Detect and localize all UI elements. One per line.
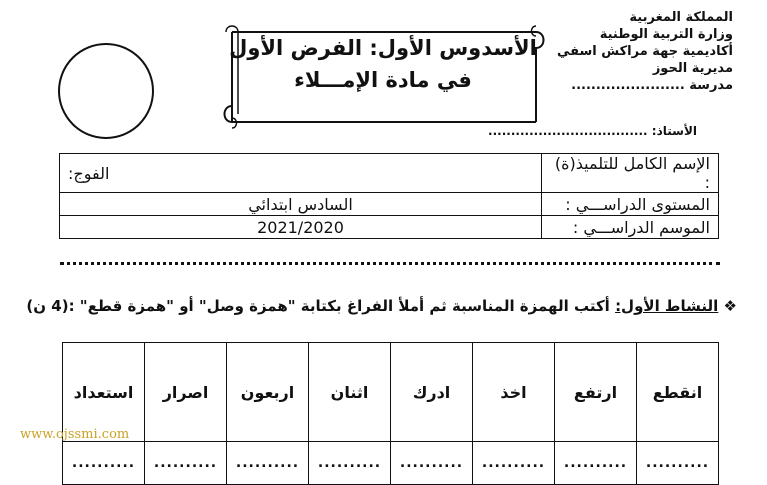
word-cell: استعداد: [63, 343, 145, 442]
watermark: www.ojssmi.com: [20, 427, 130, 442]
answer-blank[interactable]: ..........: [637, 442, 719, 485]
year-label: الموسم الدراســـي :: [542, 216, 719, 239]
activity-text: أكتب الهمزة المناسبة ثم أملأ الفراغ بكتابة "همزة وصل" أو "همزة قطع" :(4 ن): [26, 297, 610, 315]
title-scroll-banner: [218, 22, 548, 134]
year-row: [60, 216, 719, 239]
header-academy: أكاديمية جهة مراكش اسفي: [556, 44, 733, 59]
banner-subject: في مادة الإمـــلاء: [294, 68, 472, 92]
banner-title: الأسدوس الأول: الفرض الأول: [229, 36, 537, 60]
word-cell: اخذ: [473, 343, 555, 442]
words-row: [63, 343, 719, 442]
group-label: الفوج:: [68, 163, 110, 183]
answers-row: [63, 442, 719, 485]
answer-blank[interactable]: ..........: [63, 442, 145, 485]
answer-blank[interactable]: ..........: [227, 442, 309, 485]
header-kingdom: المملكة المغربية: [629, 10, 733, 25]
level-row: [60, 193, 719, 216]
activity-title: النشاط الأول:: [615, 297, 719, 315]
header-school: مدرسة .......................: [571, 78, 733, 93]
bullet-icon: ❖: [723, 297, 737, 315]
teacher-line: الأستاذ: ...................................: [488, 124, 697, 138]
level-label: المستوى الدراســـي :: [542, 193, 719, 216]
activity-instruction: [26, 297, 737, 315]
answer-blank[interactable]: ..........: [555, 442, 637, 485]
word-cell: ارتفع: [555, 343, 637, 442]
word-cell: ادرك: [391, 343, 473, 442]
name-label: الإسم الكامل للتلميذ(ة) :: [542, 154, 719, 193]
dotted-separator: [60, 262, 720, 265]
header-directorate: مديرية الحوز: [652, 61, 733, 76]
word-cell: اصرار: [145, 343, 227, 442]
student-info-table: [59, 153, 719, 239]
words-table: [62, 342, 719, 485]
header-ministry: وزارة التربية الوطنية: [599, 27, 733, 42]
answer-blank[interactable]: ..........: [473, 442, 555, 485]
word-cell: اربعون: [227, 343, 309, 442]
name-row: [60, 154, 719, 193]
name-field[interactable]: [60, 154, 542, 193]
word-cell: انقطع: [637, 343, 719, 442]
grade-circle: [58, 43, 154, 139]
answer-blank[interactable]: ..........: [309, 442, 391, 485]
word-cell: اثنان: [309, 343, 391, 442]
level-value: السادس ابتدائي: [60, 193, 542, 216]
answer-blank[interactable]: ..........: [145, 442, 227, 485]
answer-blank[interactable]: ..........: [391, 442, 473, 485]
year-value: 2021/2020: [60, 216, 542, 239]
